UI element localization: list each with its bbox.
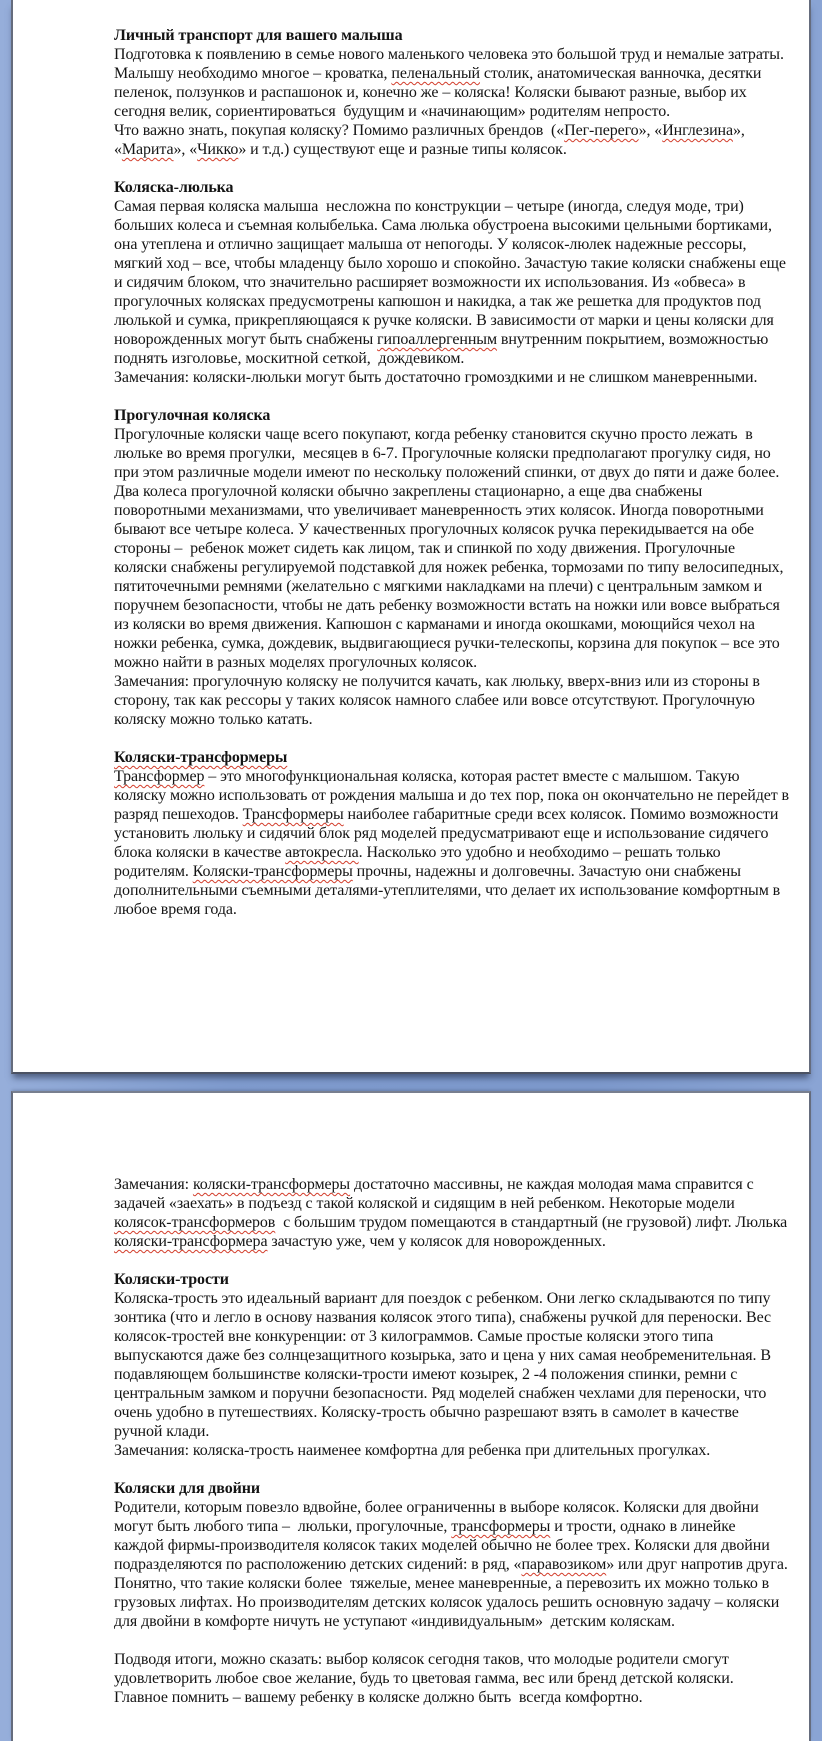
paragraph[interactable]	[114, 121, 789, 159]
text-run: зачастую уже, чем у колясок для новорожденных.	[267, 1233, 606, 1250]
misspelled-word[interactable]: гипоаллергенным	[377, 331, 497, 348]
text-run: Замечания:	[114, 1176, 193, 1193]
document-page-1[interactable]	[11, 0, 811, 1074]
blank-line	[114, 387, 789, 406]
text-run: внутренним покрытием, возможностью поднять изголовье, москитной сеткой, дождевиком.	[114, 331, 773, 367]
text-run: с большим трудом помещаются в стандартный (не грузовой) лифт. Люлька	[275, 1214, 792, 1231]
page-2-text-area[interactable]	[13, 1093, 809, 1707]
misspelled-word[interactable]: колясок-трансформеров	[114, 1214, 276, 1231]
text-run: прочны, надежны и долговечны. Зачастую они снабжены дополнительными съемными деталями-утеплителями, что делает их использование комфортным в любое время года.	[114, 863, 784, 918]
misspelled-word[interactable]: Инглезина	[662, 122, 733, 139]
section-heading[interactable]	[114, 178, 789, 197]
text-run: » и т.д.) существуют еще и разные типы колясок.	[238, 141, 567, 158]
text-run: Прогулочные коляски чаще всего покупают, когда ребенку становится скучно просто лежать в люльке во время прогулки, месяцев в 6-7. Прогулочные коляски предполагают прогулку сидя, но при этом различные модели имеют по нескольку положений спинки, от двух до пяти и даже более. Два колеса прогулочной коляски обычно закреплены стационарно, а еще два снабжены поворотными механизмами, что увеличивает маневренность этих колясок. Иногда поворотными бывают все четыре колеса. У качественных прогулочных колясок ручка перекидывается на обе стороны – ребенок может сидеть как лицом, так и спинкой по ходу движения. Прогулочные коляски снабжены регулируемой подставкой для ножек ребенка, тормозами по типу велосипедных, пятиточечными ремнями (желательно с мягкими накладками на плечи) с центральным замком и поручнем безопасности, чтобы не дать ребенку возможности встать на ножки или вовсе выбраться из коляски во время движения. Капюшон с карманами и иногда окошками, моющийся чехол на ножки ребенка, сумка, дождевик, выдвигающиеся ручки-телескопы, корзина для покупок – все это можно найти в разных моделях прогулочных колясок.	[114, 426, 792, 671]
misspelled-word[interactable]: паравозиком	[521, 1556, 607, 1573]
blank-line	[114, 1460, 789, 1479]
text-run: Замечания: коляска-трость наименее комфортна для ребенка при длительных прогулках.	[114, 1442, 711, 1459]
text-run: наиболее габаритные среди всех колясок. Помимо возможности установить люльку и сидячий блок ряд моделей предусматривают еще и использование сидячего блока коляски в качестве	[114, 806, 783, 861]
blank-line	[114, 159, 789, 178]
paragraph[interactable]	[114, 1289, 789, 1441]
text-run: Подводя итоги, можно сказать: выбор колясок сегодня таков, что молодые родители смогут удовлетворить любое свое желание, будь то цветовая гамма, вес или бренд детской коляски. Главное помнить – вашему ребенку в коляске должно быть всегда комфортно.	[114, 1651, 738, 1706]
misspelled-word[interactable]: Коляски-трансформеры	[114, 749, 288, 766]
text-run: столик, анатомическая ванночка, десятки пеленок, ползунков и распашонок и, конечно же – коляска! Коляски бывают разные, выбор их сегодня велик, сориентироваться будущим и «начинающим» родителям непросто.	[114, 65, 766, 120]
misspelled-word[interactable]: Чикко	[197, 141, 239, 158]
text-run: Коляски для двойни	[114, 1480, 260, 1497]
paragraph[interactable]	[114, 672, 789, 729]
text-run: » или друг напротив друга. Понятно, что такие коляски более тяжелые, менее маневренные, а перевозить их можно только в грузовых лифтах. Но производителям детских колясок удалось решить основную задачу – коляски для двойни в комфорте ничуть не уступают «индивидуальным» детским коляскам.	[114, 1556, 796, 1630]
text-run: Коляска-трость это идеальный вариант для поездок с ребенком. Они легко складываются по типу зонтика (что и легло в основу названия колясок этого типа), снабжены ручкой для переноски. Вес колясок-тростей вне конкуренции: от 3 килограммов. Самые простые коляски этого типа выпускаются даже без солнцезащитного козырька, зато и цена у них самая необременительная. В подавляющем большинстве коляски-трости имеют козырек, 2 -4 положения спинки, ремни с центральным замком и поручни безопасности. Ряд моделей снабжен чехлами для переноски, что очень удобно в путешествиях. Коляску-трость обычно разрешают взять в самолет в качестве ручной клади.	[114, 1290, 779, 1440]
paragraph[interactable]	[114, 425, 792, 672]
text-run: Коляски-трости	[114, 1271, 229, 1288]
paragraph[interactable]	[114, 767, 793, 919]
misspelled-word[interactable]: Трансформеры	[242, 806, 344, 823]
section-heading[interactable]	[114, 1270, 789, 1289]
misspelled-word[interactable]: Трансформер	[114, 768, 205, 785]
text-run: Коляска-люлька	[114, 179, 234, 196]
section-heading[interactable]	[114, 1479, 789, 1498]
misspelled-word[interactable]: коляски-трансформеры	[192, 1176, 351, 1193]
paragraph[interactable]	[114, 1650, 789, 1707]
blank-line	[114, 1631, 789, 1650]
paragraph[interactable]	[114, 45, 789, 121]
text-run: . Насколько это удобно и необходимо – решать только родителям.	[114, 844, 725, 880]
section-heading[interactable]	[114, 406, 789, 425]
text-run: », «	[173, 141, 198, 158]
text-run: Самая первая коляска малыша несложна по конструкции – четыре (иногда, следуя моде, три) больших колеса и съемная колыбелька. Сама люлька обустроена высокими цельными бортиками, она утеплена и отлично защищает малыша от непогоды. У колясок-люлек надежные рессоры, мягкий ход – все, чтобы младенцу было хорошо и спокойно. Зачастую такие коляски снабжены еще и сидячим блоком, что значительно расширяет возможности их использования. Из «обвеса» в прогулочных колясках предусмотрены капюшон и накидка, а так же решетка для продуктов под люлькой и сумка, прикрепляющаяся к ручке коляски. В зависимости от марки и цены коляски для новорожденных могут быть снабжены	[114, 198, 790, 348]
paragraph[interactable]	[114, 197, 789, 368]
misspelled-word[interactable]: коляски-трансформера	[114, 1233, 268, 1250]
paragraph[interactable]	[114, 1441, 789, 1460]
paragraph[interactable]	[114, 1175, 792, 1251]
misspelled-word[interactable]: Коляски-трансформеры	[192, 863, 353, 880]
text-run: – это многофункциональная коляска, которая растет вместе с малышом. Такую коляску можно использовать от рождения малыша и до тех пор, пока он окончательно не перейдет в разряд пешеходов.	[114, 768, 793, 823]
section-heading[interactable]	[114, 748, 789, 767]
text-run: Что важно знать, покупая коляску? Помимо различных брендов («	[114, 122, 565, 139]
text-run: Подготовка к появлению в семье нового маленького человека это большой труд и немалые затраты. Малышу необходимо многое – кроватка,	[114, 46, 788, 82]
text-run: Родители, которым повезло вдвойне, более ограниченны в выборе колясок. Коляски для двойни могут быть любого типа – люльки, прогулочные,	[114, 1499, 763, 1535]
blank-line	[114, 1251, 789, 1270]
misspelled-word[interactable]: трансформеры	[451, 1518, 551, 1535]
misspelled-word[interactable]: Марита	[121, 141, 174, 158]
text-run: Замечания: коляски-люльки могут быть достаточно громоздкими и не слишком маневренными.	[114, 369, 758, 386]
text-run: Замечания: прогулочную коляску не получится качать, как люльку, вверх-вниз или из стороны в сторону, так как рессоры у таких колясок намного слабее или вовсе отсутствуют. Прогулочную коляску можно только катать.	[114, 673, 764, 728]
text-run: достаточно массивны, не каждая молодая мама справится с задачей «заехать» в подъезд с такой коляской и сидящим в ней ребенком. Некоторые модели	[114, 1176, 758, 1212]
misspelled-word[interactable]: автокресла	[285, 844, 359, 861]
text-run: Прогулочная коляска	[114, 407, 271, 424]
document-page-2[interactable]	[11, 1091, 811, 1741]
section-heading[interactable]	[114, 26, 789, 45]
misspelled-word[interactable]: Пег-перего	[564, 122, 639, 139]
paragraph[interactable]	[114, 1498, 796, 1631]
text-run: Личный транспорт для вашего малыша	[114, 27, 403, 44]
page-1-text-area[interactable]	[13, 0, 809, 919]
text-run: и трости, однако в линейке каждой фирмы-производителя колясок таких моделей обычно не более трех. Коляски для двойни подразделяются по расположению детских сидений: в ряд, «	[114, 1518, 774, 1573]
misspelled-word[interactable]: пеленальный	[391, 65, 480, 82]
text-run: », «	[114, 122, 749, 158]
blank-line	[114, 729, 789, 748]
paragraph[interactable]	[114, 368, 789, 387]
text-run: », «	[638, 122, 663, 139]
